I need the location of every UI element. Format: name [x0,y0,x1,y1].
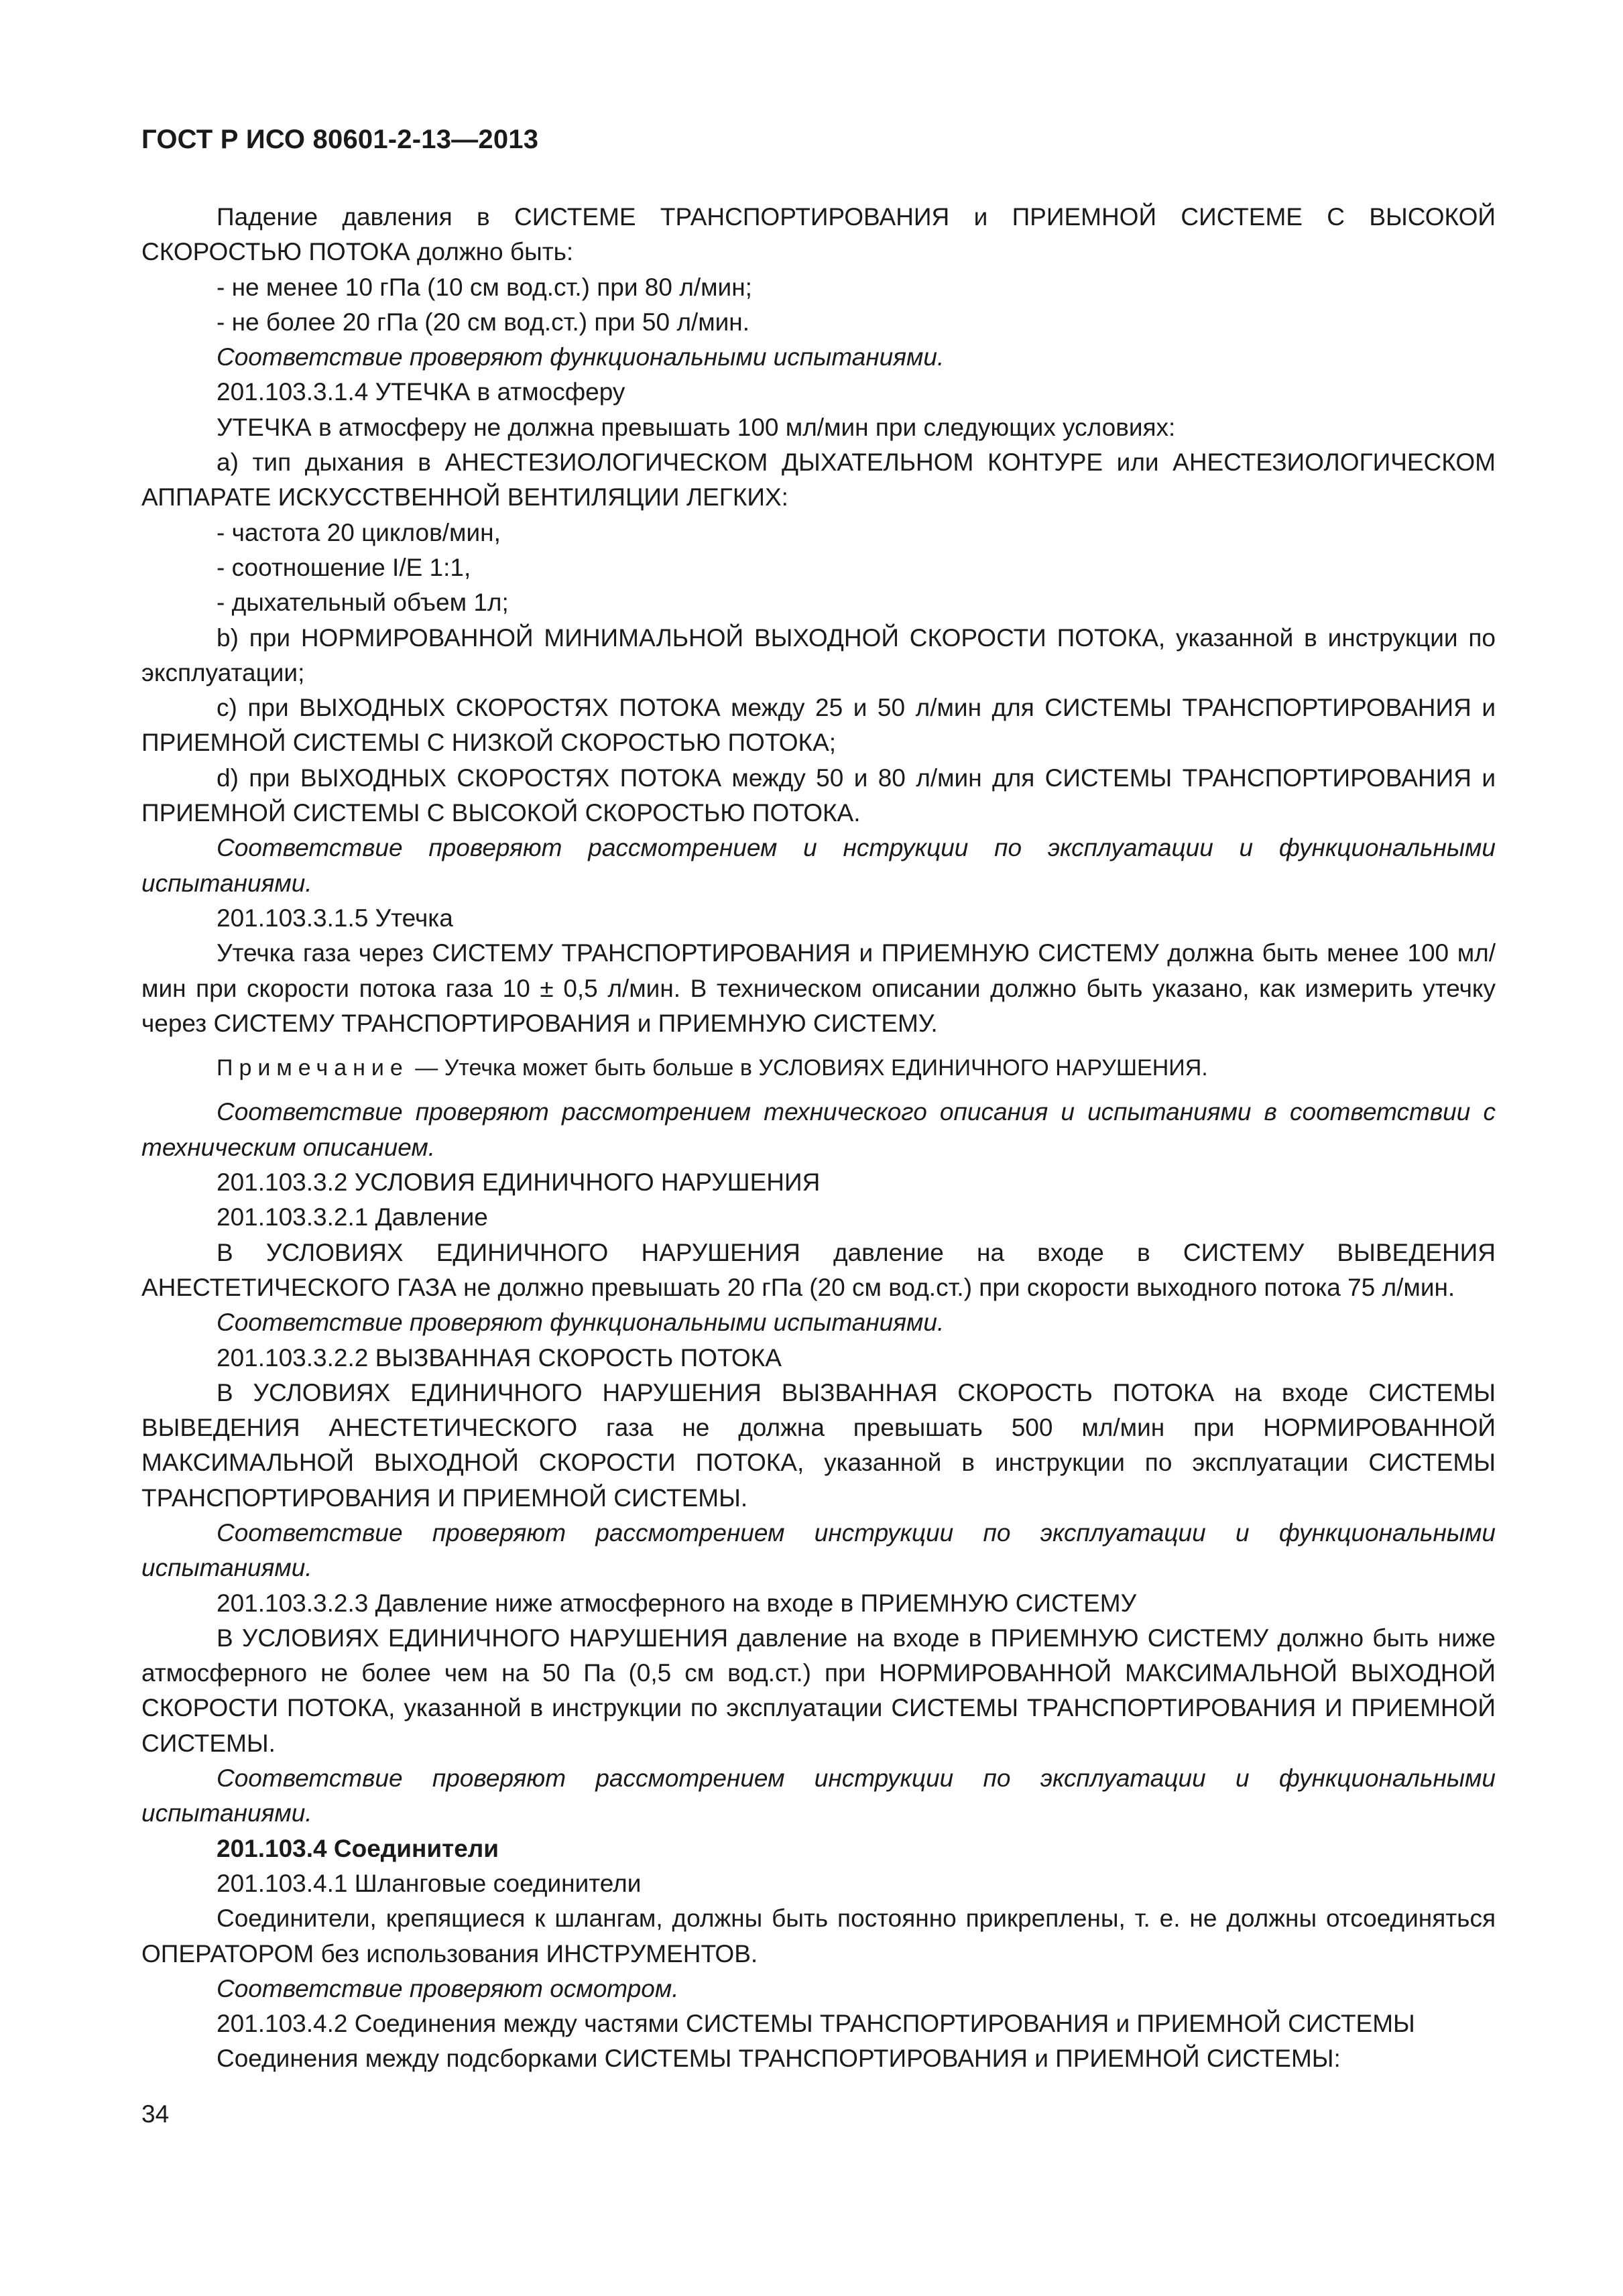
section-heading: 201.103.3.1.4 УТЕЧКА в атмосферу [217,378,625,406]
list-item: - частота 20 циклов/мин, [217,518,501,546]
compliance-statement: Соответствие проверяют рассмотрением технического описания и испытаниями в соответствии с техническим описанием. [141,1098,1496,1161]
section-heading: 201.103.3.1.5 Утечка [217,904,453,932]
paragraph: Соединители, крепящиеся к шлангам, должны быть постоянно прикреплены, т. е. не должны отсоединяться ОПЕРАТОРОМ без использования ИНСТРУМЕНТОВ. [141,1905,1496,1968]
note-text: — Утечка может быть больше в УСЛОВИЯХ ЕДИНИЧНОГО НАРУШЕНИЯ. [408,1055,1208,1081]
note-label: Примечание [217,1055,409,1081]
section-heading: 201.103.3.2.2 ВЫЗВАННАЯ СКОРОСТЬ ПОТОКА [217,1343,782,1372]
list-item: d) при ВЫХОДНЫХ СКОРОСТЯХ ПОТОКА между 50 и 80 л/мин для СИСТЕМЫ ТРАНСПОРТИРОВАНИЯ и ПРИЕМНОЙ СИСТЕМЫ С ВЫСОКОЙ СКОРОСТЬЮ ПОТОКА. [141,764,1496,827]
list-item: c) при ВЫХОДНЫХ СКОРОСТЯХ ПОТОКА между 25 и 50 л/мин для СИСТЕМЫ ТРАНСПОРТИРОВАНИЯ и ПРИЕМНОЙ СИСТЕМЫ С НИЗКОЙ СКОРОСТЬЮ ПОТОКА; [141,694,1496,757]
document-body [141,200,1496,2077]
compliance-statement: Соответствие проверяют рассмотрением инструкции по эксплуатации и функциональными испытаниями. [141,1764,1496,1827]
section-heading: 201.103.3.2.1 Давление [217,1203,488,1231]
compliance-statement: Соответствие проверяют рассмотрением и нструкции по эксплуатации и функциональными испытаниями. [141,834,1496,897]
section-heading-bold: 201.103.4 Соединители [217,1834,499,1862]
paragraph: В УСЛОВИЯХ ЕДИНИЧНОГО НАРУШЕНИЯ давление на входе в СИСТЕМУ ВЫВЕДЕНИЯ АНЕСТЕТИЧЕСКОГО ГАЗА не должно превышать 20 гПа (20 см вод.ст.) при скорости выходного потока 75 л/мин. [141,1238,1496,1301]
list-item: b) при НОРМИРОВАННОЙ МИНИМАЛЬНОЙ ВЫХОДНОЙ СКОРОСТИ ПОТОКА, указанной в инструкции по эксплуатации; [141,623,1496,686]
compliance-statement: Соответствие проверяют осмотром. [217,1974,679,2002]
paragraph: В УСЛОВИЯХ ЕДИНИЧНОГО НАРУШЕНИЯ ВЫЗВАННАЯ СКОРОСТЬ ПОТОКА на входе СИСТЕМЫ ВЫВЕДЕНИЯ АНЕСТЕТИЧЕСКОГО газа не должна превышать 500 мл/мин при НОРМИРОВАННОЙ МАКСИМАЛЬНОЙ ВЫХОДНОЙ СКОРОСТИ ПОТОКА, указанной в инструкции по эксплуатации СИСТЕМЫ ТРАНСПОРТИРОВАНИЯ И ПРИЕМНОЙ СИСТЕМЫ. [141,1378,1496,1512]
compliance-statement: Соответствие проверяют функциональными испытаниями. [217,1309,945,1337]
section-heading: 201.103.4.1 Шланговые соединители [217,1869,642,1897]
paragraph: В УСЛОВИЯХ ЕДИНИЧНОГО НАРУШЕНИЯ давление на входе в ПРИЕМНУЮ СИСТЕМУ должно быть ниже атмосферного не более чем на 50 Па (0,5 см вод.ст.) при НОРМИРОВАННОЙ МАКСИМАЛЬНОЙ ВЫХОДНОЙ СКОРОСТИ ПОТОКА, указанной в инструкции по эксплуатации СИСТЕМЫ ТРАНСПОРТИРОВАНИЯ И ПРИЕМНОЙ СИСТЕМЫ. [141,1624,1496,1757]
document-header: ГОСТ Р ИСО 80601-2-13—2013 [141,125,539,154]
list-item: - не менее 10 гПа (10 см вод.ст.) при 80 л/мин; [217,273,752,301]
paragraph: УТЕЧКА в атмосферу не должна превышать 100 мл/мин при следующих условиях: [217,413,1176,441]
compliance-statement: Соответствие проверяют рассмотрением инструкции по эксплуатации и функциональными испытаниями. [141,1518,1496,1582]
paragraph: Падение давления в СИСТЕМЕ ТРАНСПОРТИРОВАНИЯ и ПРИЕМНОЙ СИСТЕМЕ С ВЫСОКОЙ СКОРОСТЬЮ ПОТОКА должно быть: [141,203,1496,266]
page-number: 34 [141,2100,170,2128]
compliance-statement: Соответствие проверяют функциональными испытаниями. [217,343,945,371]
list-item: - соотношение I/E 1:1, [217,553,471,581]
list-item: - дыхательный объем 1л; [217,589,509,617]
section-heading: 201.103.3.2.3 Давление ниже атмосферного на входе в ПРИЕМНУЮ СИСТЕМУ [217,1589,1137,1617]
note [141,1050,1496,1085]
list-item: - не более 20 гПа (20 см вод.ст.) при 50 л/мин. [217,308,750,336]
paragraph: Соединения между подсборками СИСТЕМЫ ТРАНСПОРТИРОВАНИЯ и ПРИЕМНОЙ СИСТЕМЫ: [217,2045,1341,2073]
section-heading: 201.103.4.2 Соединения между частями СИСТЕМЫ ТРАНСПОРТИРОВАНИЯ и ПРИЕМНОЙ СИСТЕМЫ [217,2010,1415,2038]
list-item: a) тип дыхания в АНЕСТЕЗИОЛОГИЧЕСКОМ ДЫХАТЕЛЬНОМ КОНТУРЕ или АНЕСТЕЗИОЛОГИЧЕСКОМ АППАРАТЕ ИСКУССТВЕННОЙ ВЕНТИЛЯЦИИ ЛЕГКИХ: [141,448,1496,511]
paragraph: Утечка газа через СИСТЕМУ ТРАНСПОРТИРОВАНИЯ и ПРИЕМНУЮ СИСТЕМУ должна быть менее 100 мл/мин при скорости потока газа 10 ± 0,5 л/мин. В техническом описании должно быть указано, как измерить утечку через СИСТЕМУ ТРАНСПОРТИРОВАНИЯ и ПРИЕМНУЮ СИСТЕМУ. [141,939,1496,1037]
section-heading: 201.103.3.2 УСЛОВИЯ ЕДИНИЧНОГО НАРУШЕНИЯ [217,1168,821,1197]
